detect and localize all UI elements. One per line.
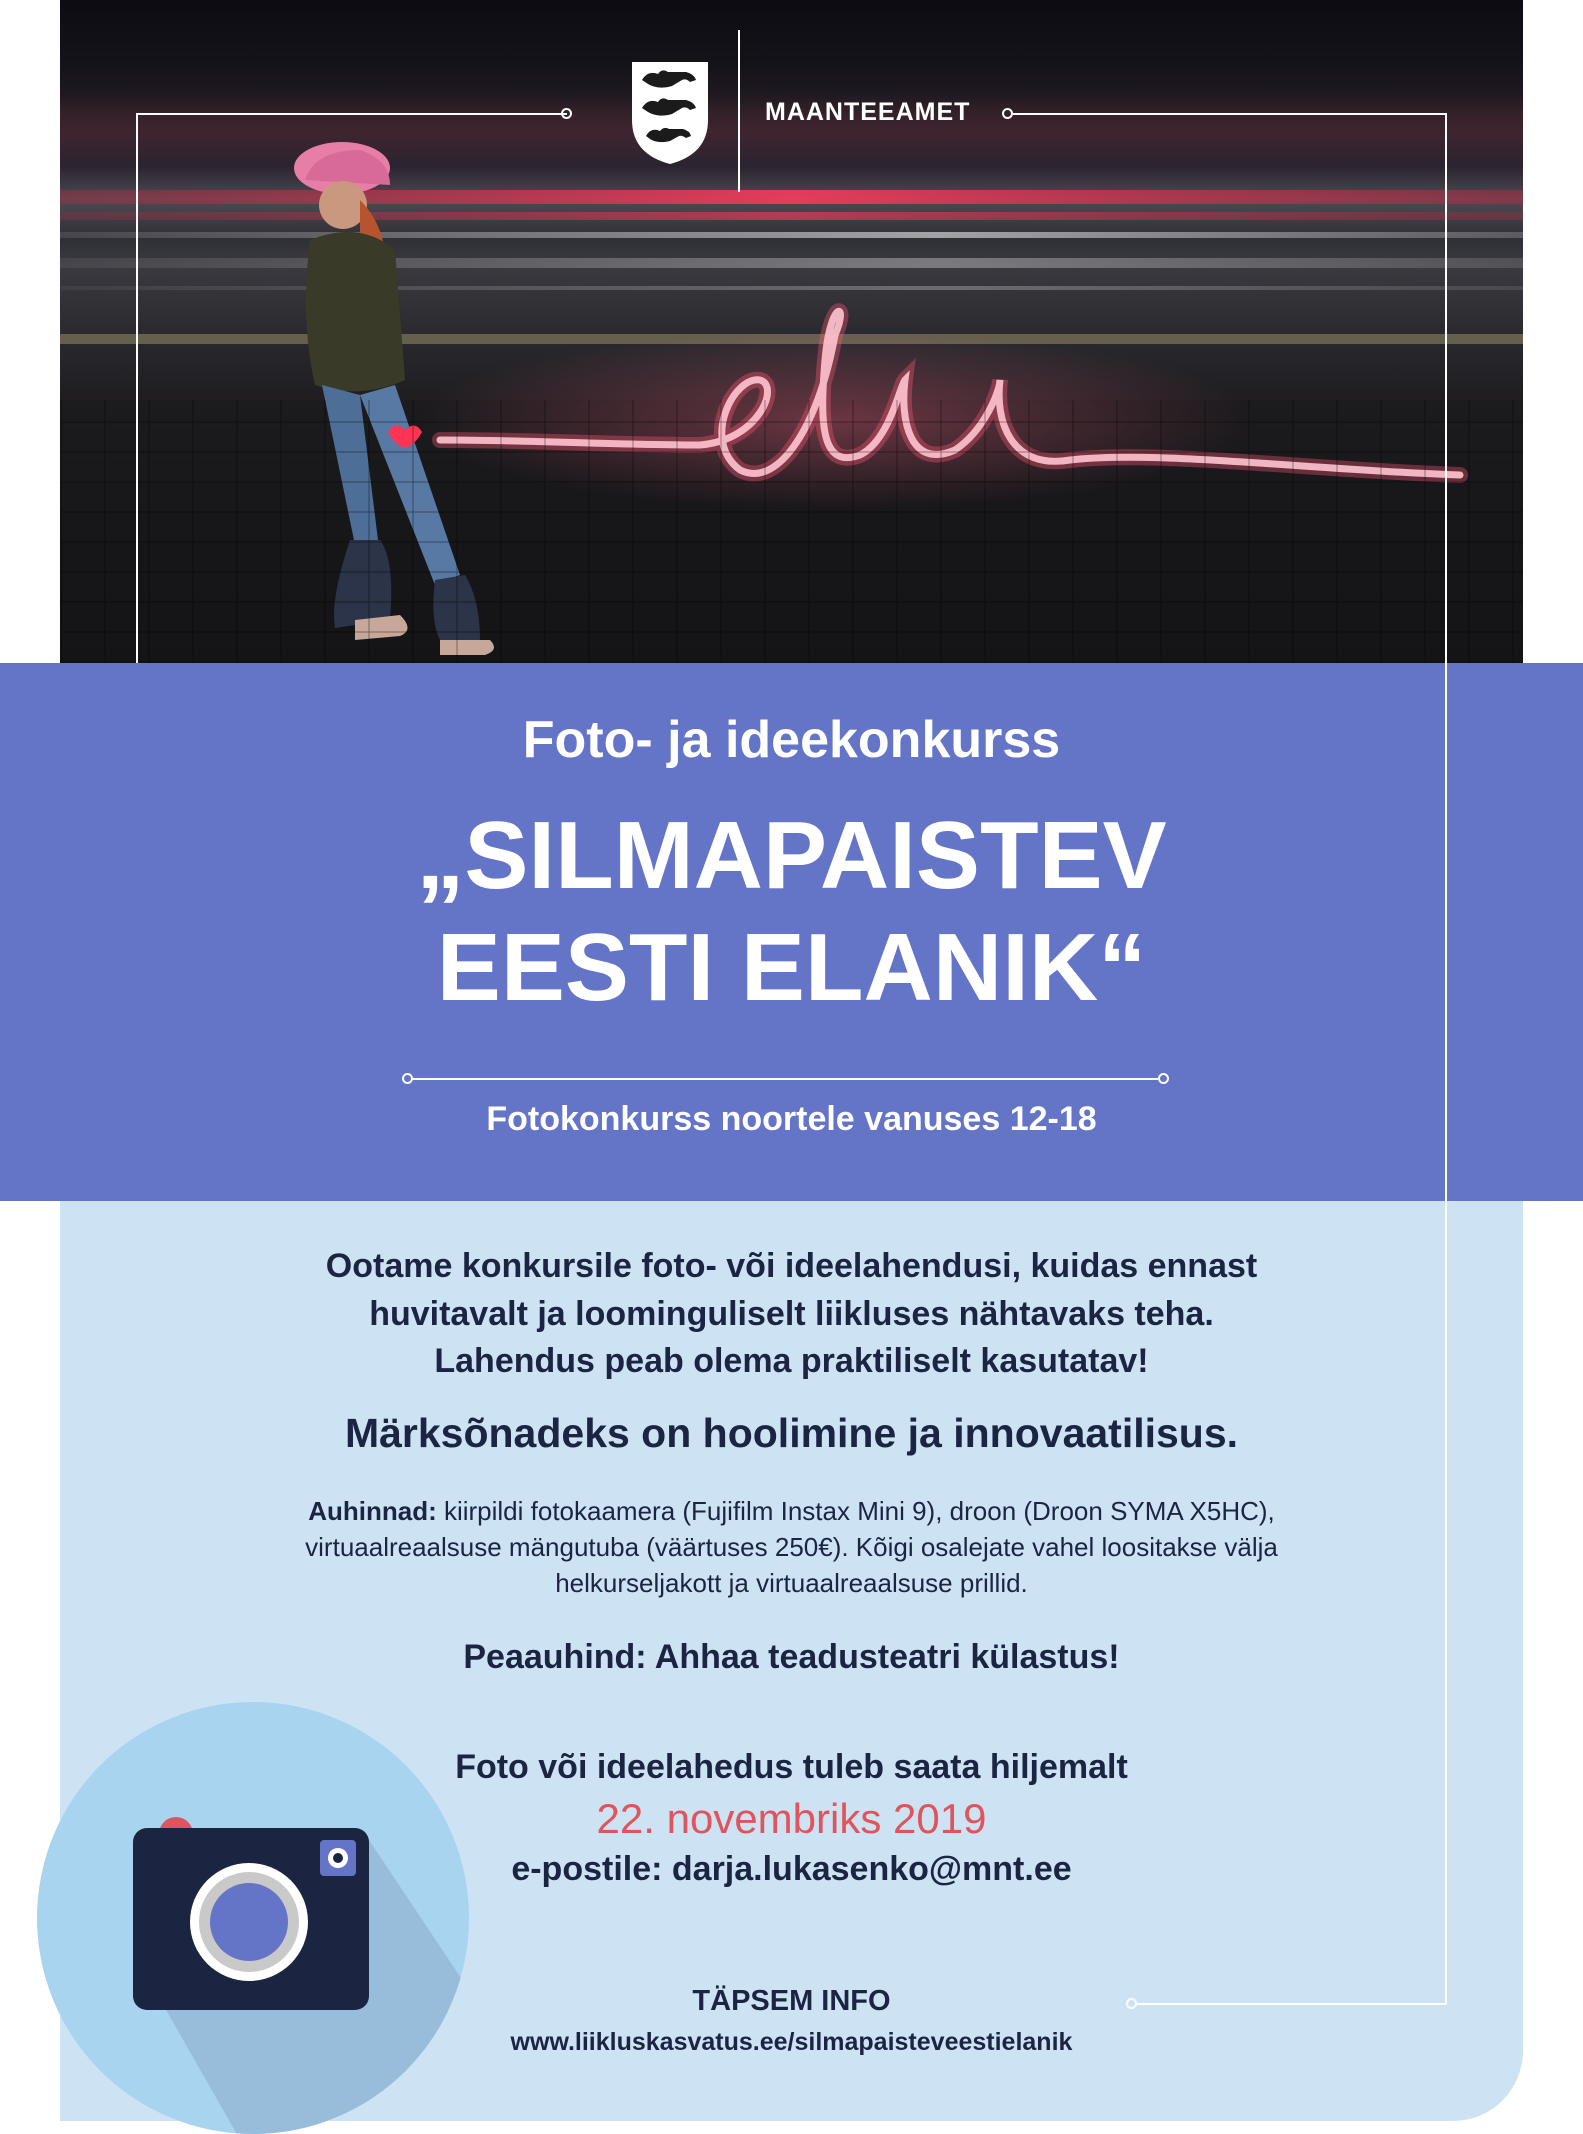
contest-title-line: „SILMAPAISTEV (416, 802, 1167, 909)
pavement-texture (60, 400, 1523, 663)
frame-dot (402, 1073, 413, 1084)
keywords-text: Märksõnadeks on hoolimine ja innovaatilisus. (344, 1410, 1239, 1456)
prizes-label: Auhinnad: (308, 1496, 437, 1526)
frame-line (1013, 113, 1446, 115)
intro-line: Ootame konkursile foto- või ideelahendusi, kuidas ennast (325, 1247, 1258, 1285)
more-info-heading: TÄPSEM INFO (692, 1985, 891, 2017)
contest-title-line: EESTI ELANIK“ (436, 914, 1147, 1022)
contest-title (0, 800, 1583, 1025)
prizes-line (0, 1494, 1583, 1530)
main-prize-text: Peaauhind: Ahhaa teadusteatri külastus! (463, 1638, 1120, 1676)
frame-dot (561, 108, 572, 119)
prizes-text (0, 1494, 1583, 1602)
frame-dot (1158, 1073, 1169, 1084)
deadline-date: 22. novembriks 2019 (596, 1795, 987, 1842)
intro-line: Lahendus peab olema praktiliselt kasutatav! (434, 1342, 1149, 1381)
intro-text (0, 1243, 1583, 1386)
contest-subtitle: Foto- ja ideekonkurss (522, 711, 1061, 769)
prizes-line-text: kiirpildi fotokaamera (Fujifilm Instax Mini 9), droon (Droon SYMA X5HC), (436, 1496, 1275, 1526)
frame-dot (1002, 108, 1013, 119)
contest-tagline: Fotokonkurss noortele vanuses 12-18 (486, 1100, 1097, 1138)
more-info-link[interactable]: www.liikluskasvatus.ee/silmapaisteveestielanik (510, 2028, 1073, 2056)
prizes-line: helkurseljakott ja virtuaalreaalsuse prillid. (555, 1567, 1028, 1598)
intro-line: huvitavalt ja loominguliselt liikluses nähtavaks teha. (369, 1294, 1214, 1333)
agency-name: MAANTEEAMET (765, 98, 971, 126)
email-line: e-postile: darja.lukasenko@mnt.ee (511, 1850, 1072, 1888)
prizes-line: virtuaalreaalsuse mängutuba (väärtuses 250€). Kõigi osalejate vahel loositakse välja (305, 1531, 1278, 1562)
camera-icon (37, 1702, 469, 2134)
logo-divider (738, 30, 740, 192)
deadline-lead-text: Foto või ideelahedus tuleb saata hiljemalt (455, 1748, 1128, 1786)
frame-line (137, 113, 567, 115)
title-divider (412, 1078, 1164, 1080)
frame-line (1445, 113, 1447, 2003)
three-lions-coat-of-arms-icon (628, 58, 712, 168)
